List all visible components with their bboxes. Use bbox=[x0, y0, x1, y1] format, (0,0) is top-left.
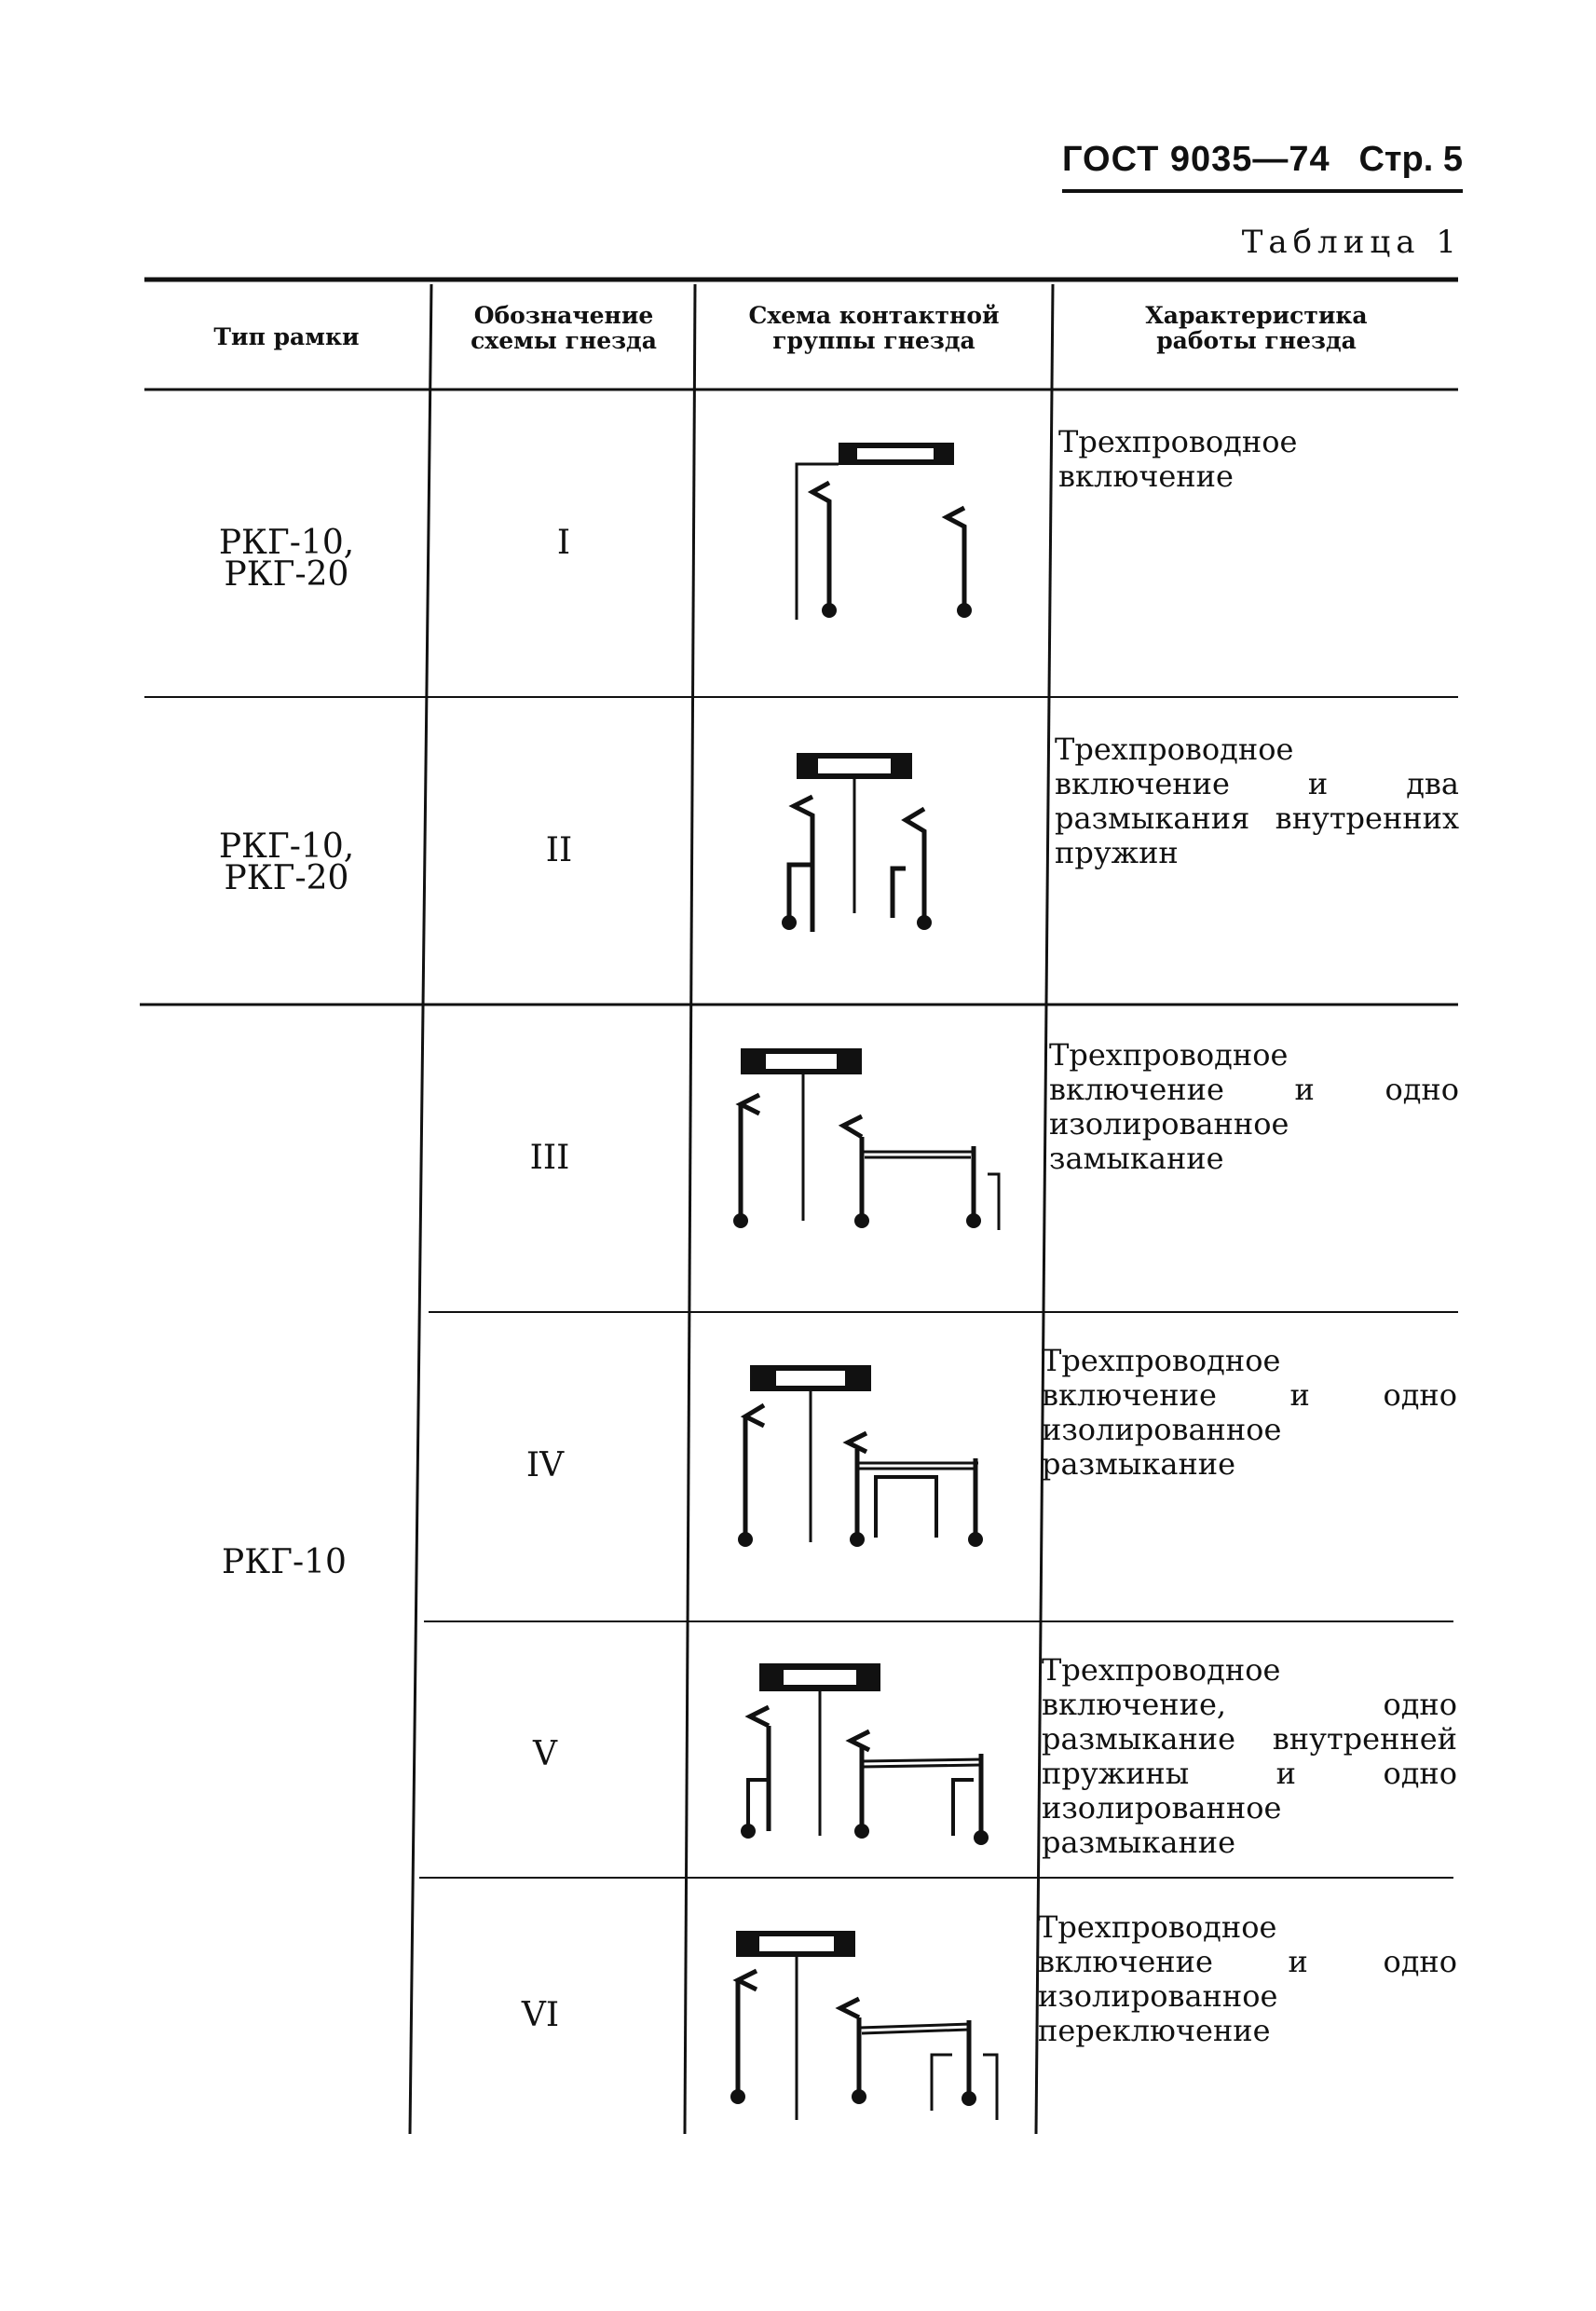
frame-type-row-1: РКГ-10, РКГ-20 bbox=[218, 524, 355, 594]
contact-diagram-1 bbox=[773, 429, 988, 634]
description-row-6: Трехпроводное включение и одно изолированное переключение bbox=[1038, 1909, 1457, 2048]
scheme-id-row-1: I bbox=[556, 524, 571, 562]
description-row-2: Трехпроводное включение и два размыкания внутренних пружин bbox=[1055, 732, 1459, 870]
scheme-id-row-2: II bbox=[545, 831, 573, 869]
description-row-1: Трехпроводное включение bbox=[1058, 424, 1298, 494]
contact-diagram-5 bbox=[722, 1659, 1011, 1854]
contact-diagram-3 bbox=[717, 1044, 1025, 1239]
frame-type-row-3: РКГ-10 bbox=[222, 1543, 347, 1581]
contact-diagram-2 bbox=[764, 745, 950, 941]
column-header-scheme-id: Обозначение схемы гнезда bbox=[471, 302, 657, 354]
column-header-frame-type: Тип рамки bbox=[213, 323, 360, 350]
scheme-id-row-4: IV bbox=[525, 1446, 565, 1484]
scheme-id-row-3: III bbox=[529, 1139, 570, 1177]
contact-diagram-4 bbox=[722, 1361, 1011, 1556]
scheme-id-row-6: VI bbox=[521, 1996, 560, 2034]
description-row-5: Трехпроводное включение, одно размыкание внутренней пружины и одно изолированное размыкание bbox=[1042, 1652, 1457, 1860]
page-number: Стр. 5 bbox=[1358, 140, 1463, 179]
contact-diagram-6 bbox=[708, 1920, 1016, 2125]
frame-type-row-2: РКГ-10, РКГ-20 bbox=[218, 827, 355, 897]
column-header-characteristics: Характеристика работы гнезда bbox=[1145, 302, 1368, 354]
table-label: Таблица 1 bbox=[1241, 224, 1462, 261]
description-row-4: Трехпроводное включение и одно изолированное размыкание bbox=[1042, 1343, 1457, 1482]
scheme-id-row-5: V bbox=[533, 1735, 557, 1773]
standard-number: ГОСТ 9035—74 bbox=[1062, 140, 1330, 179]
description-row-3: Трехпроводное включение и одно изолированное замыкание bbox=[1049, 1037, 1459, 1176]
column-header-contact-scheme: Схема контактной группы гнезда bbox=[748, 302, 1000, 354]
